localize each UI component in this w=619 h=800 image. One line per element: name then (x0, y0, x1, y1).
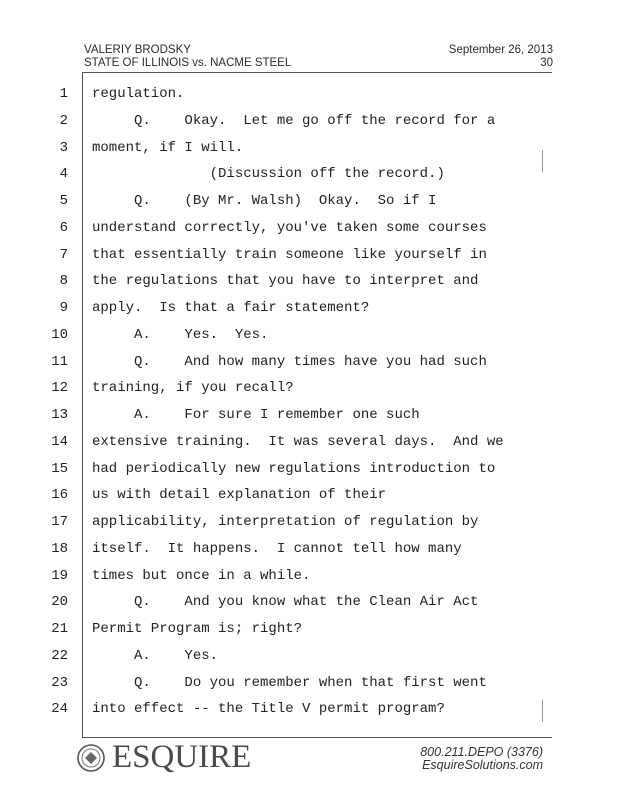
transcript-line: Permit Program is; right? (92, 621, 303, 637)
witness-name: VALERIY BRODSKY (84, 44, 191, 56)
footer-phone: 800.211.DEPO (3376) (420, 745, 543, 759)
transcript-line: apply. Is that a fair statement? (92, 300, 370, 316)
line-number: 1 (59, 86, 68, 102)
logo-wordmark: ESQUIRE (112, 739, 252, 775)
transcript-line: Q. And how many times have you had such (92, 353, 487, 370)
transcript-line: training, if you recall? (92, 380, 294, 397)
line-number: 17 (51, 514, 68, 530)
line-number: 4 (59, 166, 68, 183)
transcript-body (92, 81, 542, 723)
line-number: 20 (51, 594, 68, 611)
header-rule (82, 72, 552, 73)
transcript-line: extensive training. It was several days. And we (92, 433, 504, 450)
transcript-line: into effect -- the Title V permit program? (92, 701, 445, 718)
esquire-logo (76, 739, 252, 775)
transcript-line: Q. Okay. Let me go off the record for a (92, 112, 496, 129)
line-number: 12 (51, 380, 68, 397)
footer-website: EsquireSolutions.com (422, 758, 543, 772)
line-number: 23 (51, 674, 68, 691)
line-number: 13 (51, 407, 68, 423)
transcript-line: Q. Do you remember when that first went (92, 674, 487, 691)
page-number: 30 (540, 57, 553, 69)
line-number: 14 (51, 433, 68, 450)
right-margin-mark (542, 150, 543, 172)
margin-rule (82, 72, 83, 737)
transcript-line: had periodically new regulations introduction to (92, 460, 496, 477)
transcript-line: itself. It happens. I cannot tell how many (92, 540, 462, 557)
line-number: 6 (59, 219, 68, 236)
transcript-line: regulation. (92, 86, 185, 102)
deposition-date: September 26, 2013 (448, 44, 553, 56)
line-number-column (40, 81, 68, 723)
transcript-line: understand correctly, you've taken some courses (92, 219, 487, 236)
footer-rule (82, 737, 552, 738)
line-number: 18 (51, 540, 68, 557)
line-number: 21 (51, 621, 68, 637)
right-margin-mark (542, 700, 543, 722)
line-number: 8 (59, 273, 68, 290)
transcript-line: A. For sure I remember one such (92, 407, 420, 423)
transcript-line: moment, if I will. (92, 139, 244, 156)
line-number: 2 (59, 112, 68, 129)
line-number: 16 (51, 487, 68, 504)
line-number: 22 (51, 647, 68, 664)
transcript-line: us with detail explanation of their (92, 487, 387, 504)
line-number: 24 (51, 701, 68, 718)
line-number: 10 (51, 326, 68, 343)
transcript-line: A. Yes. (92, 647, 219, 664)
transcript-line: times but once in a while. (92, 567, 311, 584)
line-number: 11 (51, 353, 68, 370)
transcript-line: Q. And you know what the Clean Air Act (92, 594, 479, 611)
case-caption: STATE OF ILLINOIS vs. NACME STEEL (84, 57, 292, 69)
line-number: 7 (59, 246, 68, 263)
transcript-line: Q. (By Mr. Walsh) Okay. So if I (92, 193, 437, 209)
line-number: 5 (59, 193, 68, 209)
esquire-seal-icon (76, 743, 106, 773)
line-number: 19 (51, 567, 68, 584)
line-number: 15 (51, 460, 68, 477)
transcript-line: that essentially train someone like yourself in (92, 246, 487, 263)
transcript-line: applicability, interpretation of regulation by (92, 514, 479, 530)
transcript-line: the regulations that you have to interpret and (92, 273, 479, 290)
line-number: 9 (59, 300, 68, 316)
transcript-line: (Discussion off the record.) (92, 166, 445, 183)
transcript-line: A. Yes. Yes. (92, 326, 269, 343)
line-number: 3 (59, 139, 68, 156)
